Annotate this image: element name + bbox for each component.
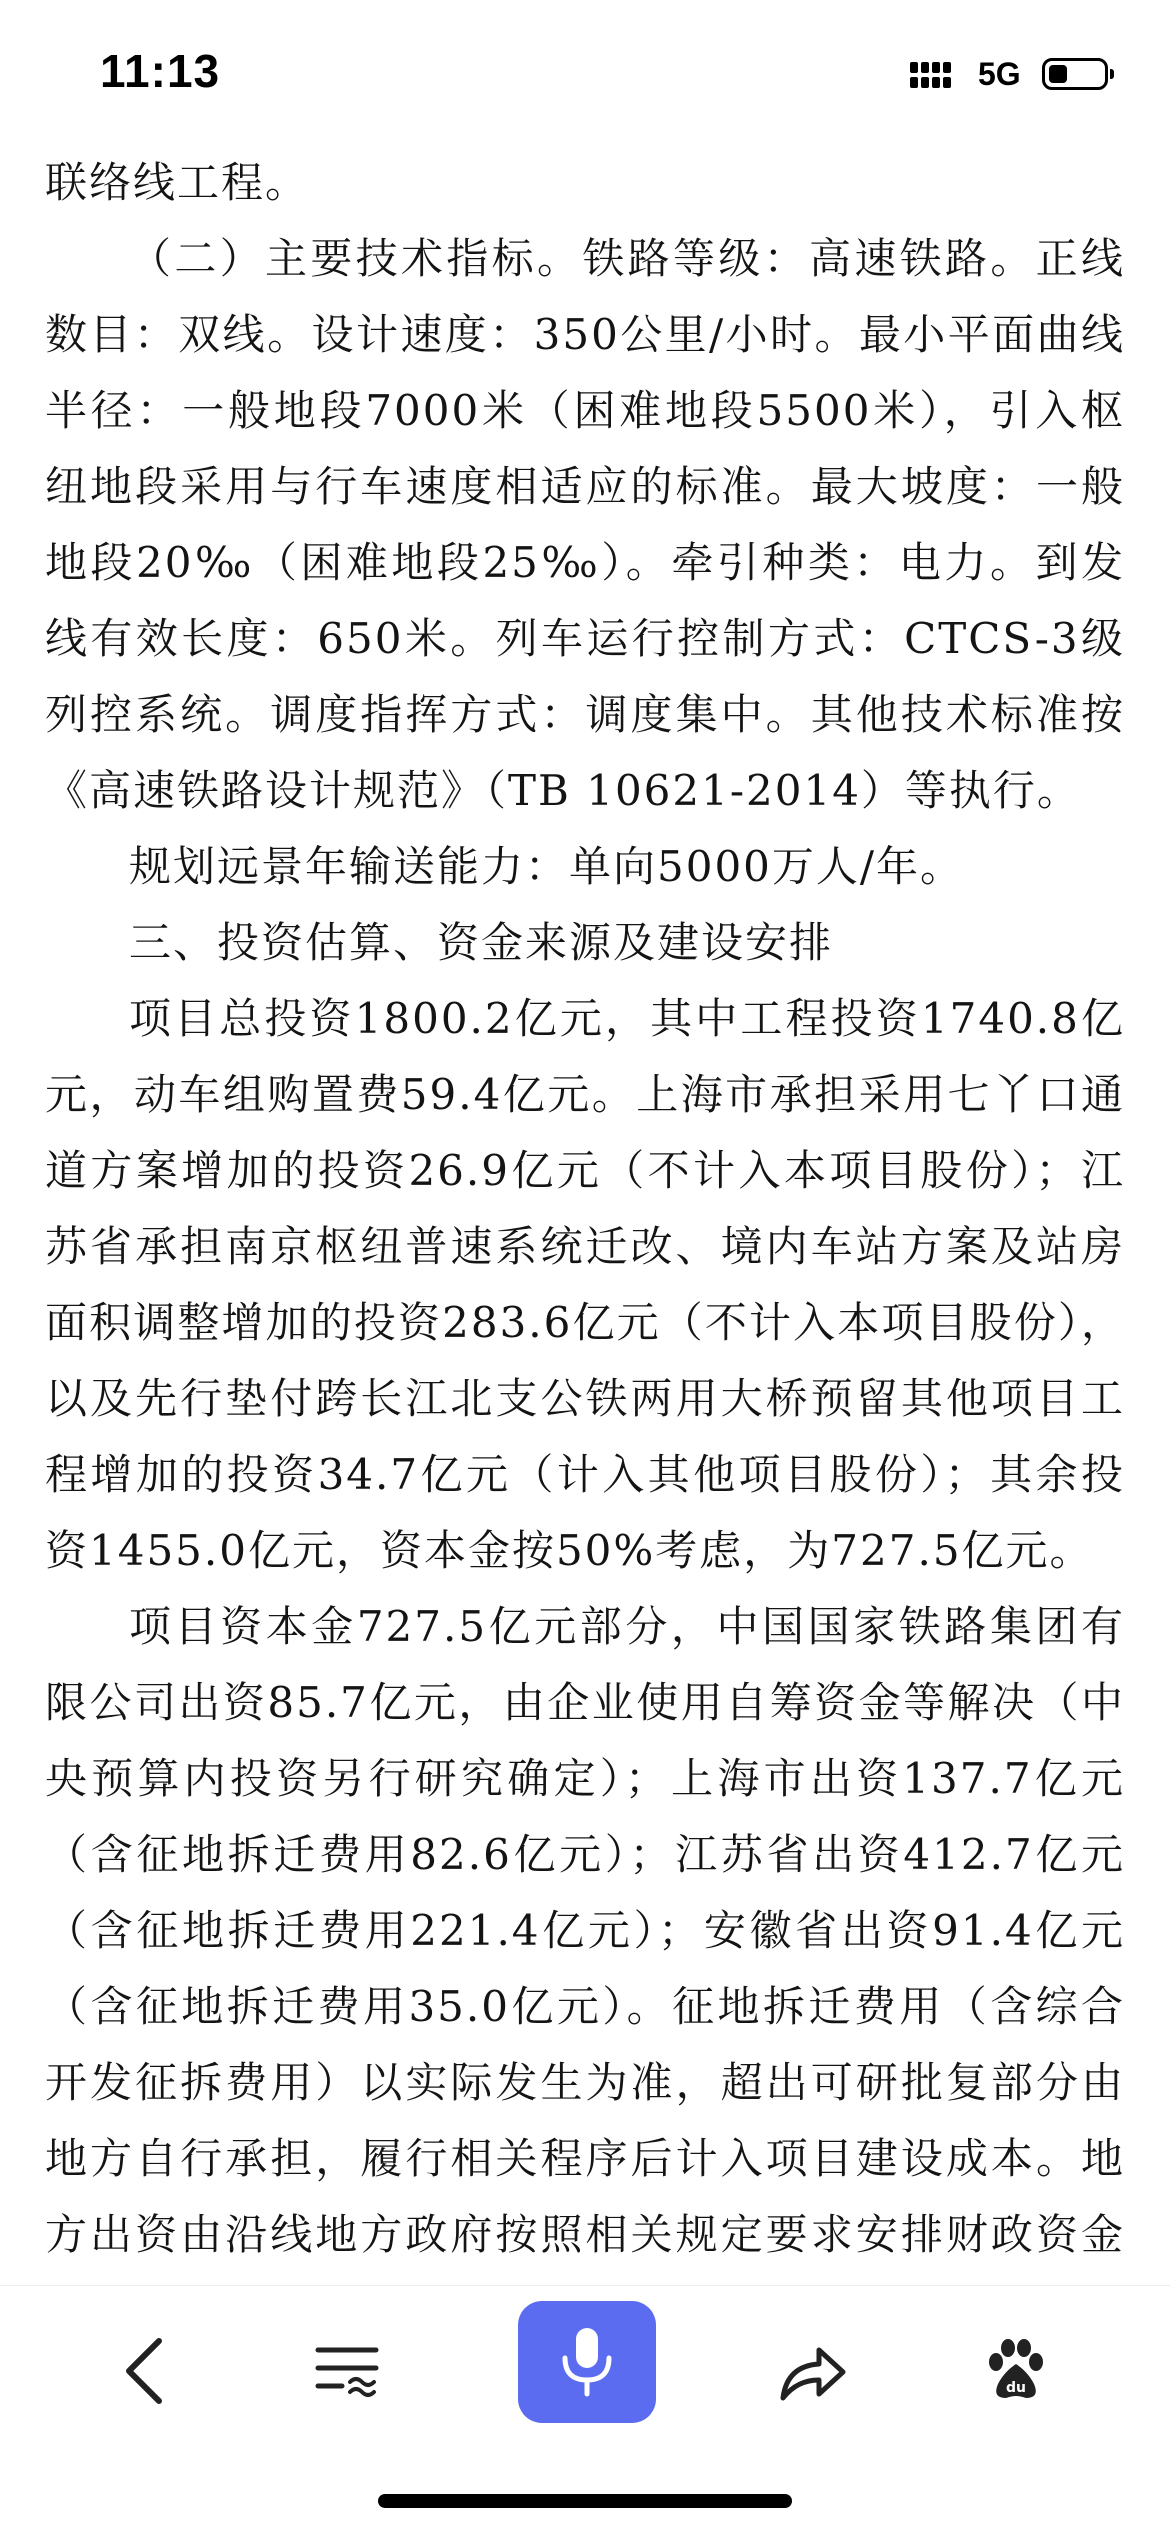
battery-icon [1042, 58, 1108, 90]
paragraph: 项目资本金727.5亿元部分，中国国家铁路集团有限公司出资85.7亿元，由企业使用自筹资金等解决（中央预算内投资另行研究确定）；上海市出资137.7亿元（含征地拆迁费用82.6亿元）；江苏省出资412.7亿元（含征地拆迁费用221.4亿元）；安徽省出资91.4亿元（含征地拆迁费用35.0亿元）。征地拆迁费用（含综合开发征拆费用）以实际发生为准，超出可研批复部分由地方自行承担，履行相关程序后计入项目建设成本。地方出资由沿线地方政府按照相关规定要求安排财政资金 [45, 1602, 1125, 2259]
svg-text:du: du [1006, 2380, 1026, 2396]
bottom-toolbar [0, 2285, 1170, 2436]
network-type: 5G [978, 56, 1021, 92]
paragraph: 项目总投资1800.2亿元，其中工程投资1740.8亿元，动车组购置费59.4亿元。上海市承担采用七丫口通道方案增加的投资26.9亿元（不计入本项目股份）；江苏省承担南京枢纽普速系统迁改、境内车站方案及站房面积调整增加的投资283.6亿元（不计入本项目股份），以及先行垫付跨长江北支公铁两用大桥预留其他项目工程增加的投资34.7亿元（计入其他项目股份）；其余投资1455.0亿元，资本金按50%考虑，为727.5亿元。 [45, 994, 1125, 1575]
home-indicator[interactable] [378, 2494, 792, 2508]
section-heading: 三、投资估算、资金来源及建设安排 [129, 918, 834, 967]
status-bar [0, 0, 1170, 150]
status-time: 11:13 [100, 45, 221, 97]
microphone-icon [552, 2322, 622, 2402]
share-arrow-icon [775, 2336, 851, 2406]
paragraph: （二）主要技术指标。铁路等级：高速铁路。正线数目：双线。设计速度：350公里/小时。最小平面曲线半径：一般地段7000米（困难地段5500米），引入枢纽地段采用与行车速度相适应的标准。最大坡度：一般地段20‰（困难地段25‰）。牵引种类：电力。到发线有效长度：650米。列车运行控制方式：CTCS-3级列控系统。调度指挥方式：调度集中。其他技术标准按《高速铁路设计规范》（TB 10621-2014）等执行。 [45, 234, 1125, 815]
baidu-paw-icon [980, 2336, 1050, 2406]
voice-button[interactable] [518, 2301, 656, 2423]
paragraph: 联络线工程。 [45, 158, 310, 207]
chevron-left-icon [115, 2331, 175, 2411]
menu-lines-icon [312, 2336, 382, 2406]
menu-button[interactable] [292, 2316, 402, 2426]
paragraph: 规划远景年输送能力：单向5000万人/年。 [129, 842, 965, 891]
document-body [45, 145, 1125, 2349]
signal-icon [910, 62, 952, 94]
baidu-button[interactable] [960, 2316, 1070, 2426]
share-button[interactable] [758, 2316, 868, 2426]
back-button[interactable] [90, 2316, 200, 2426]
battery-level [1049, 65, 1067, 83]
